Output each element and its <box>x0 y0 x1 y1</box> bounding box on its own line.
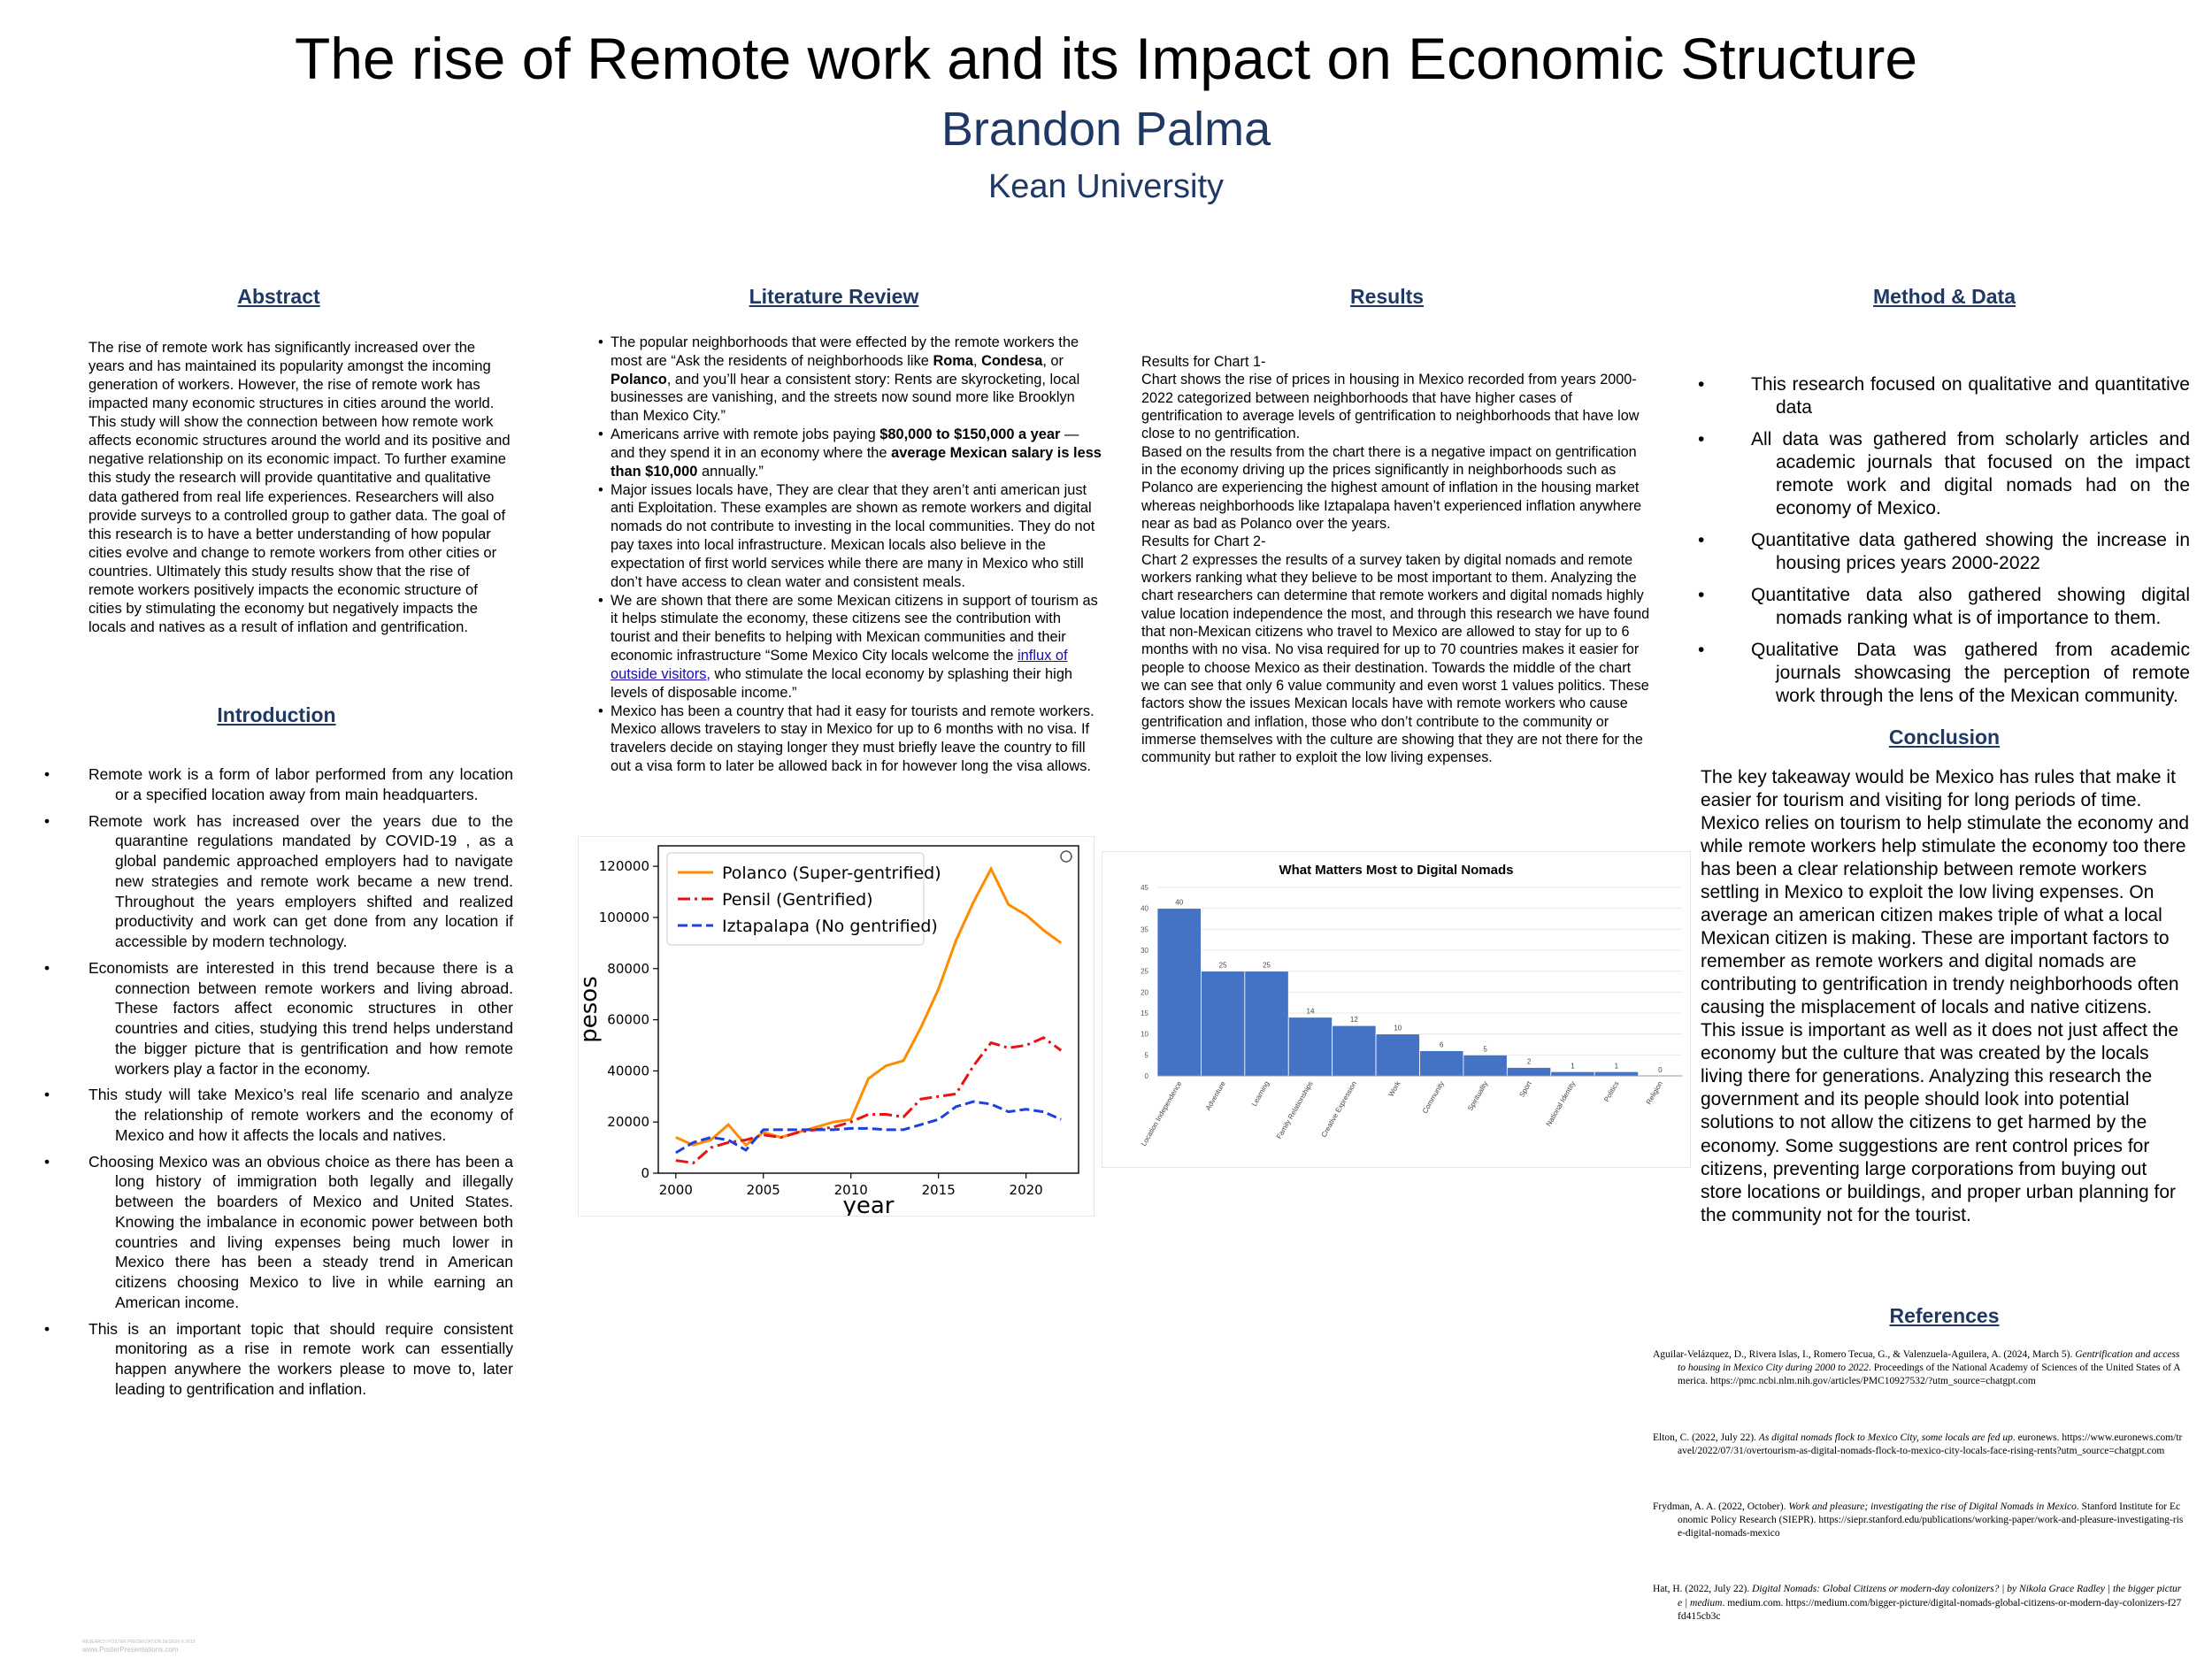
x-tick-label: Sport <box>1517 1079 1533 1099</box>
x-tick-label: 2015 <box>921 1182 956 1198</box>
y-axis-label: pesos <box>579 976 603 1043</box>
bar-value-label: 0 <box>1658 1066 1663 1074</box>
y-tick-label: 80000 <box>607 960 649 977</box>
list-item: • Major issues locals have, They are clear that they aren’t anti american just anti Exploitation. These examples are shown as remote workers and digital nomads do not contribute to investing in the local communities. They do not pay taxes into local infrastructure. Mexican locals also believe in the expectation of first world services while there are many in Mexico who still don’t have access to clean water and consistent meals. <box>598 481 1102 592</box>
introduction-heading: Introduction <box>217 703 336 726</box>
bar-0 <box>1157 909 1201 1076</box>
list-item: • Qualitative Data was gathered from academic journals showcasing the perception of remote work through the lens of the Mexican community. <box>1712 639 2190 708</box>
x-tick-label: Learning <box>1249 1079 1271 1108</box>
digital-nomads-bar-chart <box>1102 852 1690 1167</box>
list-item: • This study will take Mexico’s real life scenario and analyze the relationship of remote workers and the economy of Mexico and how it affects the locals and natives. <box>80 1085 513 1145</box>
bar-value-label: 12 <box>1349 1016 1358 1025</box>
list-item: • Choosing Mexico was an obvious choice as there has been a long history of immigration both legally and illegally between the boarders of Mexico and United States. Knowing the imbalance in economic power between both countries and living expenses being much lower in Mexico there has been a steady trend in American citizens choosing Mexico to live in while earning an American income. <box>80 1152 513 1313</box>
y-tick-label: 0 <box>1144 1072 1148 1080</box>
list-item: • Quantitative data also gathered showing digital nomads ranking what is of importance to them. <box>1712 584 2190 630</box>
literature-heading: Literature Review <box>749 285 919 308</box>
bar-value-label: 1 <box>1571 1062 1575 1071</box>
bar-2 <box>1245 971 1288 1076</box>
bar-5 <box>1376 1034 1419 1076</box>
legend-label: Iztapalapa (No gentrified) <box>722 917 938 936</box>
bar-8 <box>1507 1068 1550 1076</box>
list-item: • The popular neighborhoods that were effected by the remote workers the most are “Ask the residents of neighborhoods like Roma, Condesa, or Polanco, and you’ll hear a consistent story: Rents are skyrocketing, local businesses are vanishing, and the streets now sound more like Brooklyn than Mexico City.” <box>598 334 1102 426</box>
bar-value-label: 14 <box>1306 1007 1315 1016</box>
x-tick-label: Location Independence <box>1140 1079 1184 1148</box>
x-tick-label: Community <box>1420 1079 1446 1116</box>
list-item: • All data was gathered from scholarly articles and academic journals that focused on the impact remote work and digital nomads had on the economy of Mexico. <box>1712 428 2190 520</box>
x-tick-label: Creative Expression <box>1319 1079 1359 1140</box>
y-tick-label: 120000 <box>598 858 649 875</box>
x-tick-label: 2020 <box>1009 1182 1043 1198</box>
list-item: • We are shown that there are some Mexican citizens in support of tourism as it helps stimulate the economy, these citizens see the contribution with tourist and their benefits to helping with Mexican communities and their economic infrastructure “Some Mexico City locals welcome the influx of outside visitors, who stimulate the local economy by splashing their high levels of disposable income.” <box>598 592 1102 702</box>
abstract-heading: Abstract <box>237 285 320 308</box>
chart1-frame <box>578 836 1094 1217</box>
bar-value-label: 1 <box>1614 1062 1619 1071</box>
y-tick-label: 60000 <box>607 1011 649 1028</box>
bar-value-label: 5 <box>1483 1045 1487 1054</box>
reference-item: Elton, C. (2022, July 22). As digital nomads flock to Mexico City, some locals are fed up. euronews. https://www.euronews.com/travel/2022/07/31/overtourism-as-digital-nomads-flock-to-mexico-city-locals-face-rising-rents?utm_source=chatgpt.com <box>1653 1432 2183 1456</box>
footer-credit-line2: www.PosterPresentations.com <box>82 1646 179 1654</box>
bar-value-label: 10 <box>1394 1024 1402 1033</box>
introduction-list <box>80 764 513 1406</box>
bar-7 <box>1463 1055 1507 1076</box>
y-tick-label: 15 <box>1141 1010 1148 1017</box>
footer-credit-line1: RESEARCH POSTER PRESENTATION DESIGN © 2019 <box>82 1639 196 1645</box>
list-item: • Remote work has increased over the years due to the quarantine regulations mandated by COVID-19 , as a global pandemic approached employers had to navigate new strategies and remote work became a new trend. Throughout the years employers shifted and realized productivity and work can get done from any location if accessible by modern technology. <box>80 811 513 952</box>
references-heading: References <box>1889 1304 2000 1327</box>
x-tick-label: Spirituality <box>1466 1079 1490 1112</box>
x-tick-label: National Identity <box>1544 1079 1578 1128</box>
method-heading: Method & Data <box>1873 285 2016 308</box>
poster-title: The rise of Remote work and its Impact on Economic Structure <box>294 26 1918 91</box>
legend-label: Polanco (Super-gentrified) <box>722 864 941 883</box>
bar-6 <box>1420 1051 1463 1076</box>
influx-link[interactable]: influx of outside visitors, <box>611 648 1068 682</box>
conclusion-text: The key takeaway would be Mexico has rules that make it easier for tourism and visiting for long periods of time. Mexico relies on tourism to help stimulate the economy and while remote workers help stimulate the economy too there has been a clear relationship between remote workers settling in Mexico to exploit the low living expenses. On average an american citizen makes triple of what a local Mexican citizen is making. These are important factors to remember as remote workers and digital nomads are contributing to gentrification in trendy neighborhoods often causing the misplacement of locals and native citizens. This issue is important as well as it does not just affect the economy but the culture that was created by the locals living there for generations. Analyzing this research the government and its people should look into potential solutions to not allow the citizens to get harmed by the economy. Some suggestions are rent control prices for citizens, preventing large corporations from buying out store locations or buildings, and proper urban planning for the community not for the tourist. <box>1701 767 2190 1225</box>
bar-1 <box>1201 971 1244 1076</box>
list-item: • Mexico has been a country that had it easy for tourists and remote workers. Mexico allows travelers to stay in Mexico for up to 6 months with no visa. If travelers decide on staying longer they must briefly leave the country to fill out a visa form to later be allowed back in for however long the visa allows. <box>598 702 1102 776</box>
bar-10 <box>1594 1071 1638 1076</box>
x-tick-label: Work <box>1386 1079 1402 1099</box>
institution: Kean University <box>987 168 1225 205</box>
list-item: • Remote work is a form of labor performed from any location or a specified location away from main headquarters. <box>80 764 513 805</box>
list-item: • Quantitative data gathered showing the increase in housing prices years 2000-2022 <box>1712 529 2190 575</box>
list-item: • This research focused on qualitative and quantitative data <box>1712 373 2190 419</box>
chart-title: What Matters Most to Digital Nomads <box>1279 863 1514 878</box>
y-tick-label: 40000 <box>607 1063 649 1079</box>
bar-3 <box>1288 1017 1332 1076</box>
method-list <box>1712 373 2190 717</box>
y-tick-label: 45 <box>1141 884 1148 892</box>
legend-label: Pensil (Gentrified) <box>722 890 873 910</box>
x-tick-label: Family Relationships <box>1274 1079 1315 1140</box>
y-tick-label: 20000 <box>607 1114 649 1131</box>
results-text: Results for Chart 1- Chart shows the rise of prices in housing in Mexico recorded from years 2000-2022 categorized between neighborhoods that have higher cases of gentrification to average levels of gentrification to neighborhoods that have low close to no gentrification. Based on the results from the chart there is a negative impact on gentrification in the economy driving up the prices significantly in neighborhoods such as Polanco are experiencing the highest amount of inflation in the housing market whereas neighborhoods like Iztapalapa haven’t experienced inflation anywhere near as bad as Polanco over the years. Results for Chart 2- Chart 2 expresses the results of a survey taken by digital nomads and remote workers ranking what they believe to be most important to them. Analyzing the chart researchers can determine that remote workers and digital nomads highly value location independence the most, and through this research we have found that non-Mexican citizens who travel to Mexico are allowed to stay for up to 6 months with no visa. No visa required for up to 70 countries makes it easier for people to choose Mexico as their destination. Towards the middle of the chart we can see that only 6 value community and even worst 1 values politics. These factors show the issues Mexican locals have with remote workers who cause gentrification and inflation, those who don’t contribute to the community or immerse themselves with the culture are showing that they are not there for the community but rather to exploit the low living expenses. <box>1141 354 1650 766</box>
y-tick-label: 40 <box>1141 904 1148 913</box>
y-tick-label: 30 <box>1141 947 1148 955</box>
bar-value-label: 2 <box>1526 1057 1532 1066</box>
bar-4 <box>1333 1025 1376 1076</box>
x-tick-label: 2010 <box>833 1182 868 1198</box>
reference-item: Aguilar-Velázquez, D., Rivera Islas, I., Romero Tecua, G., & Valenzuela-Aguilera, A. (2024, March 5). Gentrification and access to housing in Mexico City during 2000 to 2022. Proceedings of the National Academy of Sciences of the United States of America. https://pmc.ncbi.nlm.nih.gov/articles/PMC10927532/?utm_source=chatgpt.com <box>1653 1349 2181 1387</box>
y-tick-label: 5 <box>1144 1051 1148 1060</box>
housing-price-line-chart <box>579 837 1094 1216</box>
x-tick-label: 2000 <box>658 1182 693 1198</box>
x-tick-label: 2005 <box>746 1182 780 1198</box>
list-item: • This is an important topic that should require consistent monitoring as a rise in remote work can essentially happen anywhere the workers please to move to, later leading to gentrification and inflation. <box>80 1319 513 1400</box>
literature-list <box>598 334 1102 776</box>
x-tick-label: Religion <box>1644 1079 1665 1107</box>
list-item: • Economists are interested in this trend because there is a connection between remote workers and living abroad. These factors affect economic structures in other countries and cities, studying this trend helps understand the bigger picture that is gentrification and how remote workers play a factor in the economy. <box>80 958 513 1079</box>
bar-value-label: 40 <box>1175 898 1184 907</box>
chart2-frame <box>1102 851 1691 1168</box>
list-item: • Americans arrive with remote jobs paying $80,000 to $150,000 a year — and they spend it in an economy where the average Mexican salary is less than $10,000 annually.” <box>598 426 1102 480</box>
y-tick-label: 25 <box>1141 967 1148 976</box>
x-tick-label: Politics <box>1602 1079 1621 1103</box>
y-tick-label: 0 <box>641 1165 649 1181</box>
reference-item: Frydman, A. A. (2022, October). Work and pleasure; investigating the rise of Digital Nomads in Mexico. Stanford Institute for Economic Policy Research (SIEPR). https://siepr.stanford.edu/publications/working-paper/work-and-pleasure-investigating-rise-digital-nomads-mexico <box>1653 1501 2184 1539</box>
bar-value-label: 6 <box>1439 1040 1444 1049</box>
results-heading: Results <box>1349 285 1425 308</box>
y-tick-label: 35 <box>1141 925 1148 934</box>
references-list <box>1653 1348 2184 1666</box>
bar-value-label: 25 <box>1218 961 1227 970</box>
bar-9 <box>1551 1071 1594 1076</box>
x-tick-label: Adventure <box>1203 1079 1227 1112</box>
bar-value-label: 25 <box>1263 961 1271 970</box>
x-axis-label: year <box>842 1193 895 1216</box>
y-tick-label: 100000 <box>598 909 649 925</box>
abstract-text: The rise of remote work has significantly increased over the years and has maintained its popularity amongst the incoming generation of workers. However, the rise of remote work has impacted many economic structures in cities around the world. This study will show the connection between how remote work affects economic structures around the world and its positive and negative relationship on its economic impact. To further examine this study the research will provide quantitative and qualitative data gathered from real life experiences. Researchers will also provide surveys to a controlled group to gather data. The goal of this research is to have a better understanding of how popular cities evolve and change to remote workers from other cities or countries. Ultimately this study results show that the rise of remote workers positively impacts the economic structure of cities by stimulating the economy but negatively impacts the locals and natives as a result of inflation and gentrification. <box>88 339 511 635</box>
conclusion-heading: Conclusion <box>1888 726 2001 749</box>
author-name: Brandon Palma <box>941 103 1271 156</box>
reference-item: Hat, H. (2022, July 22). Digital Nomads: Global Citizens or modern-day colonizers? | by Nikola Grace Radley | the bigger picture | medium. medium.com. https://medium.com/bigger-picture/digital-nomads-global-citizens-or-modern-day-colonizers-f27fd415cb3c <box>1653 1584 2182 1622</box>
y-tick-label: 10 <box>1141 1030 1148 1039</box>
y-tick-label: 20 <box>1141 988 1148 997</box>
